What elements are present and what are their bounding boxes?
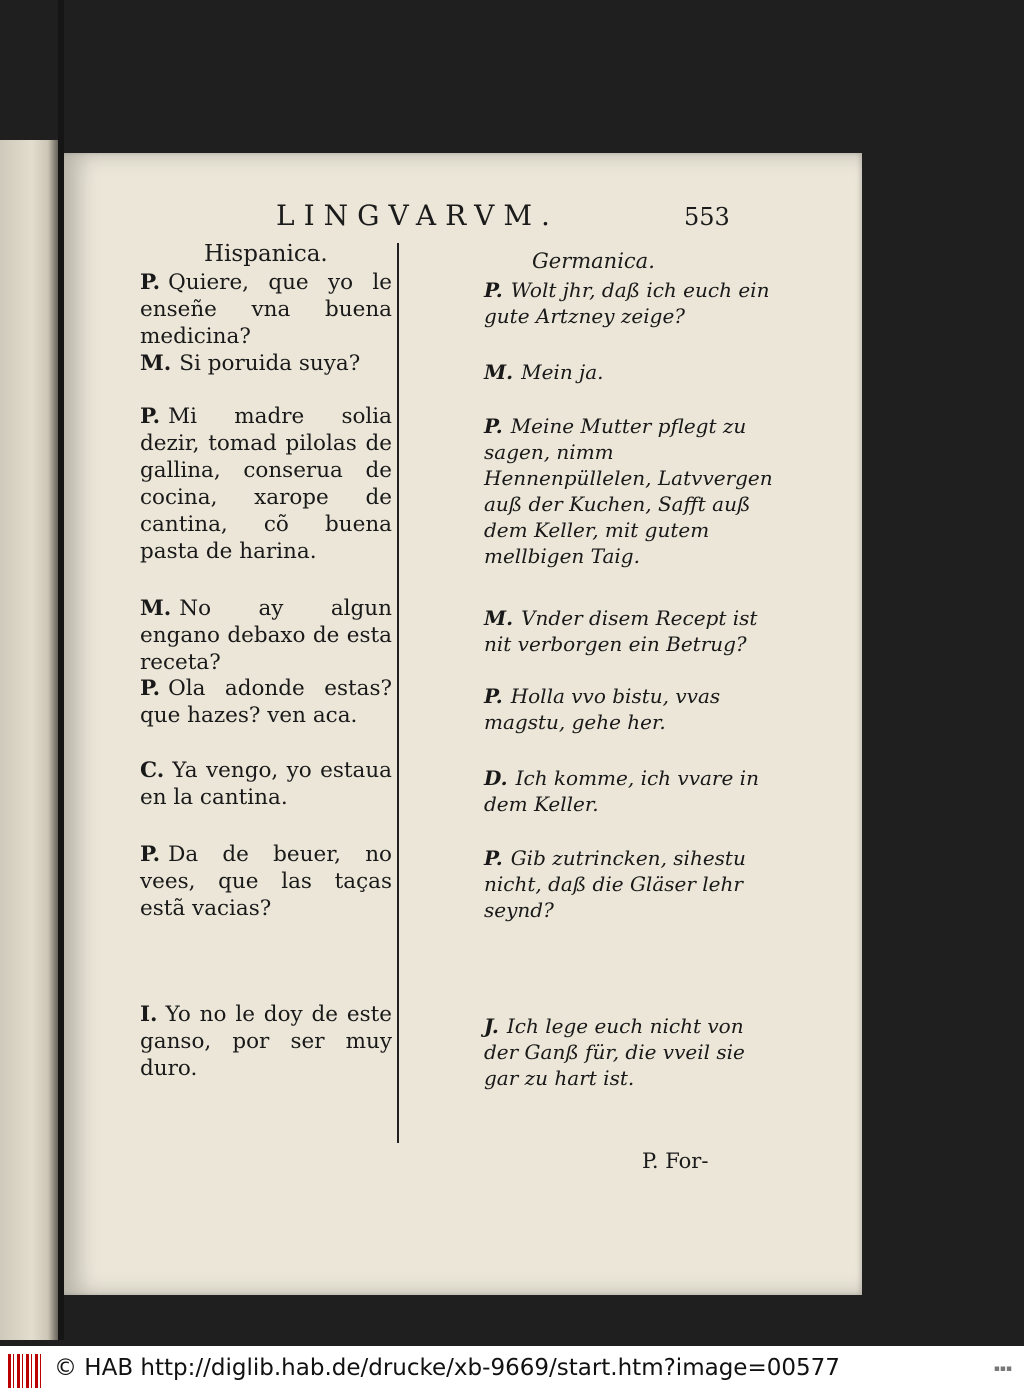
speaker-label: M. [484, 606, 514, 630]
entry-text: Yo no le doy de este ganso, por ser muy duro. [140, 1002, 392, 1081]
german-entry [484, 359, 784, 385]
entry-text: Ola adonde estas? que hazes? ven aca. [140, 676, 392, 728]
speaker-label: P. [484, 278, 503, 302]
spanish-entry [140, 403, 392, 565]
barcode-icon [8, 1354, 44, 1388]
entry-text: Mi madre solia dezir, tomad pilolas de gallina, conserua de cocina, xarope de cantina, cõ buena pasta de harina. [140, 404, 392, 564]
spanish-entry [140, 595, 392, 676]
footer-credit-link[interactable]: © HAB http://diglib.hab.de/drucke/xb-9669/start.htm?image=00577 [54, 1355, 840, 1381]
spanish-entry [140, 1001, 392, 1082]
speaker-label: P. [484, 414, 503, 438]
speaker-label: P. [484, 846, 503, 870]
catchword: P. For- [642, 1149, 709, 1173]
entry-text: No ay algun engano debaxo de esta receta? [140, 596, 392, 675]
entry-text: Mein ja. [521, 360, 604, 384]
entry-text: Meine Mutter pflegt zu sagen, nimm Hennenpüllelen, Latvvergen auß der Kuchen, Safft auß dem Keller, mit gutem mellbigen Taig. [484, 414, 773, 568]
german-entry [484, 845, 784, 923]
entry-text: Quiere, que yo le enseñe vna buena medicina? [140, 270, 392, 349]
german-entry [484, 605, 784, 657]
german-entry [484, 765, 784, 817]
speaker-label: M. [484, 360, 514, 384]
german-entry [484, 683, 784, 735]
entry-text: Ich lege euch nicht von der Ganß für, die vveil sie gar zu hart ist. [484, 1014, 745, 1090]
footer-mark-icon: ▪▪▪ [993, 1364, 1012, 1374]
facing-page-edge [0, 140, 58, 1340]
spanish-entry [140, 675, 392, 729]
entry-text: Holla vvo bistu, vvas magstu, gehe her. [484, 684, 721, 734]
speaker-label: D. [484, 766, 508, 790]
page-number: 553 [684, 203, 730, 231]
entry-text: Ya vengo, yo estaua en la cantina. [140, 758, 392, 810]
entry-text: Da de beuer, no vees, que las taças estã vacias? [140, 842, 392, 921]
german-entry [484, 277, 784, 329]
german-entry [484, 1013, 784, 1091]
speaker-label: M. [140, 596, 172, 621]
speaker-label: J. [484, 1014, 499, 1038]
spanish-entry [140, 841, 392, 922]
running-title: LINGVARVM. [276, 199, 559, 232]
page-header [64, 193, 862, 243]
spanish-entry [140, 350, 392, 377]
entry-text: Vnder disem Recept ist nit verborgen ein Betrug? [484, 606, 758, 656]
speaker-label: C. [140, 758, 165, 783]
entry-text: Ich komme, ich vvare in dem Keller. [484, 766, 759, 816]
speaker-label: P. [140, 404, 161, 429]
spanish-entry [140, 269, 392, 350]
gutter-shadow [48, 140, 58, 1340]
spanish-entry [140, 757, 392, 811]
speaker-label: P. [484, 684, 503, 708]
speaker-label: P. [140, 676, 161, 701]
speaker-label: I. [140, 1002, 158, 1027]
entry-text: Wolt jhr, daß ich euch ein gute Artzney zeige? [484, 278, 770, 328]
entry-text: Si poruida suya? [179, 351, 361, 376]
speaker-label: M. [140, 351, 172, 376]
entry-text: Gib zutrincken, sihestu nicht, daß die Gläser lehr seynd? [484, 846, 746, 922]
speaker-label: P. [140, 842, 161, 867]
column-divider [397, 243, 399, 1143]
column-header-spanish: Hispanica. [204, 241, 328, 267]
viewer-footer [0, 1346, 1024, 1394]
german-entry [484, 413, 784, 569]
column-header-german: Germanica. [532, 249, 655, 273]
book-page [64, 153, 862, 1295]
speaker-label: P. [140, 270, 161, 295]
